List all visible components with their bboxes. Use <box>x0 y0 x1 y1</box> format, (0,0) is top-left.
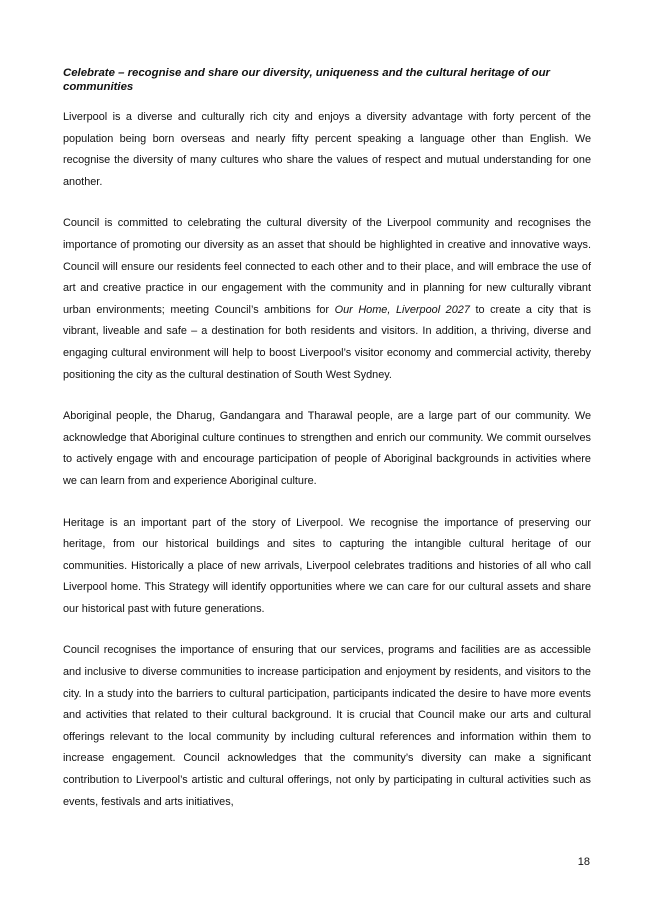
paragraph-heritage: Heritage is an important part of the story of Liverpool. We recognise the importance of preserving our heritage, from our historical buildings and sites to capturing the intangible cultural heritage of our communities. Historically a place of new arrivals, Liverpool celebrates traditions and histories of all who call Liverpool home. This Strategy will identify opportunities where we can care for our cultural assets and share our historical past with future generations. <box>63 516 591 615</box>
document-page <box>63 66 591 833</box>
our-home-liverpool-2027-title: Our Home, Liverpool 2027 <box>334 303 470 316</box>
paragraph-council-commitment <box>63 213 591 386</box>
paragraph-diversity: Liverpool is a diverse and culturally rich city and enjoys a diversity advantage with forty percent of the population being born overseas and nearly fifty percent speaking a language other than English. We recognise the diversity of many cultures who share the values of respect and mutual understanding for one another. <box>63 111 591 188</box>
paragraph-aboriginal-people: Aboriginal people, the Dharug, Gandangara and Tharawal people, are a large part of our community. We acknowledge that Aboriginal culture continues to strengthen and enrich our community. We commit ourselves to actively engage with and encourage participation of people of Aboriginal backgrounds in activities where we can learn from and experience Aboriginal culture. <box>63 410 591 487</box>
page-number: 18 <box>577 856 590 868</box>
paragraph-council-commitment-text-2: to create a city that is vibrant, liveable and safe – a destination for both residents and visitors. In addition, a thriving, diverse and engaging cultural environment will help to boost Liverpool’s visitor economy and commercial activity, thereby positioning the city as the cultural destination of South West Sydney. <box>63 303 591 381</box>
paragraph-inclusive-services: Council recognises the importance of ensuring that our services, programs and facilities are as accessible and inclusive to diverse communities to increase participation and enjoyment by residents, and visitors to the city. In a study into the barriers to cultural participation, participants indicated the desire to have more events and activities that related to their cultural background. It is crucial that Council make our arts and cultural offerings relevant to the local community by including cultural references and information within them to increase engagement. Council acknowledges that the community’s diversity can make a significant contribution to Liverpool’s artistic and cultural offerings, not only by participating in cultural activities such as events, festivals and arts initiatives, <box>63 644 591 808</box>
section-heading: Celebrate – recognise and share our diversity, uniqueness and the cultural heritage of our communities <box>63 67 550 93</box>
paragraph-council-commitment-text-1: Council is committed to celebrating the cultural diversity of the Liverpool community and recognises the importance of promoting our diversity as an asset that should be highlighted in creative and innovative ways. Council will ensure our residents feel connected to each other and to their place, and will embrace the use of art and creative practice in our engagement with the community and in planning for new culturally vibrant urban environments; meeting Council’s ambitions for <box>63 217 591 316</box>
